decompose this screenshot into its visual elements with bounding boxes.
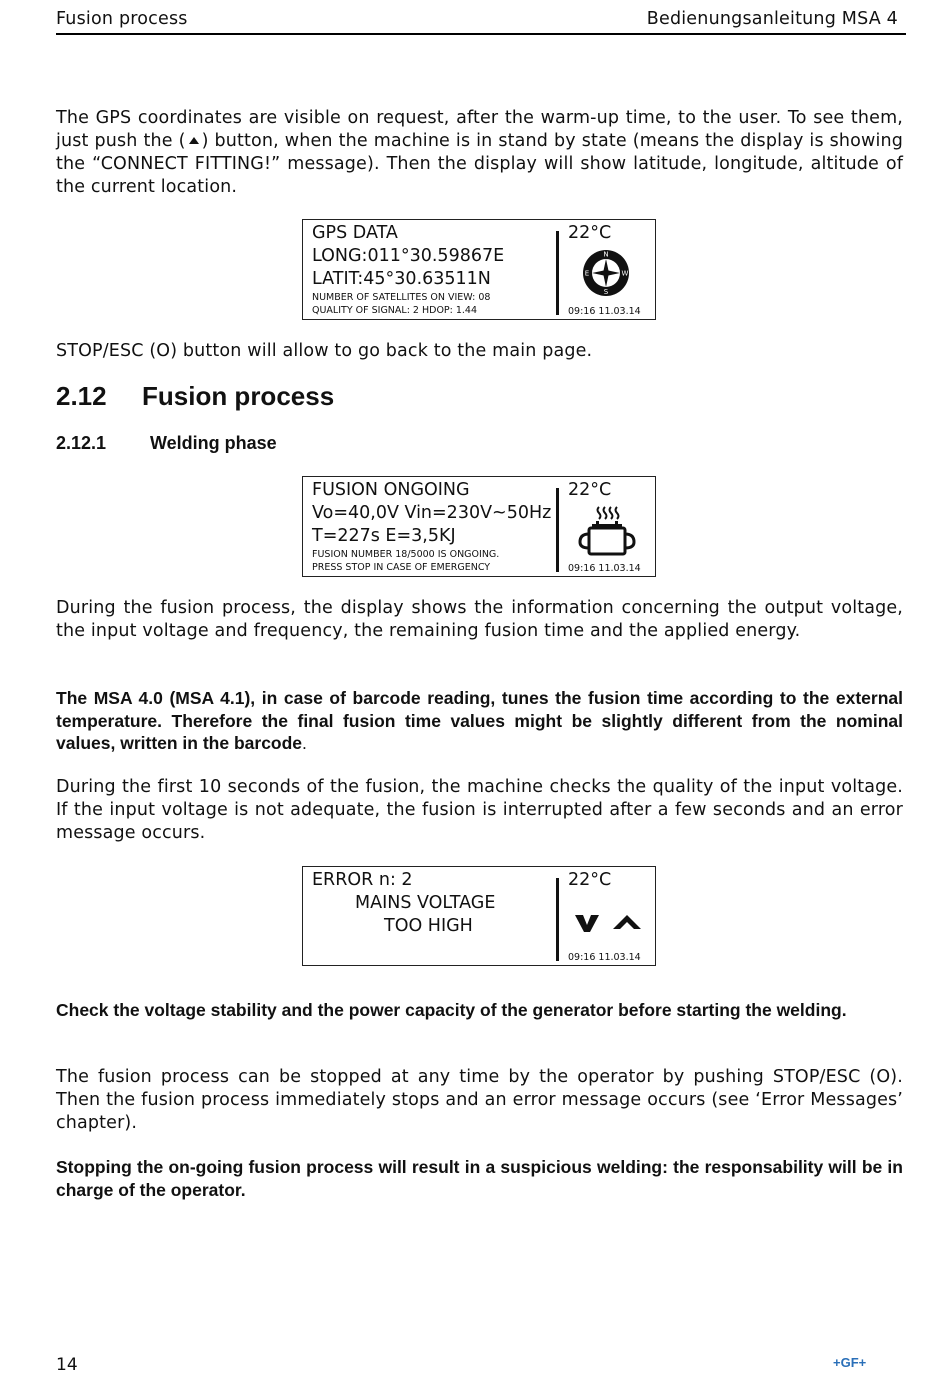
display-fusion-ongoing bbox=[302, 476, 656, 577]
paragraph-suspicious-welding: Stopping the on-going fusion process will result in a suspicious welding: the responsability will be in charge of the operator. bbox=[56, 1157, 903, 1200]
display-voltage: Vo=40,0V Vin=230V~50Hz bbox=[312, 503, 552, 523]
compass-icon bbox=[576, 248, 636, 298]
subsection-title: Welding phase bbox=[150, 433, 277, 453]
page-header bbox=[56, 8, 906, 35]
display-temperature: 22°C bbox=[568, 480, 612, 500]
subsection-number: 2.12.1 bbox=[56, 433, 107, 453]
display-title: GPS DATA bbox=[312, 223, 398, 243]
header-chapter: Fusion process bbox=[56, 9, 188, 29]
section-title: Fusion process bbox=[142, 381, 335, 411]
display-signal-quality: QUALITY OF SIGNAL: 2 HDOP: 1.44 bbox=[312, 305, 478, 316]
display-error-line-3: TOO HIGH bbox=[384, 916, 473, 936]
gf-logo: +GF+ bbox=[833, 1355, 867, 1370]
fusion-heat-icon bbox=[575, 504, 639, 556]
display-error-number: ERROR n: 2 bbox=[312, 870, 413, 890]
paragraph-gps-text-1: The GPS coordinates are visible on request, after the warm-up time, to the user. To see them, just push the ( bbox=[56, 108, 903, 151]
paragraph-first-10-seconds: During the first 10 seconds of the fusion, the machine checks the quality of the input voltage. If the input voltage is not adequate, the fusion is interrupted after a few seconds and an error message occurs. bbox=[56, 777, 903, 843]
display-temperature: 22°C bbox=[568, 870, 612, 890]
display-divider bbox=[556, 231, 559, 315]
section-number: 2.12 bbox=[56, 381, 107, 411]
paragraph-gps bbox=[56, 107, 903, 199]
compass-n: N bbox=[603, 250, 609, 259]
display-emergency-note: PRESS STOP IN CASE OF EMERGENCY bbox=[312, 562, 491, 573]
compass-e: E bbox=[584, 269, 590, 278]
display-time-energy: T=227s E=3,5KJ bbox=[312, 526, 456, 546]
paragraph-gps-text-2: ) button, when the machine is in stand by state (means the display is showing the “CONNECT FITTING!” message). Then the display will show latitude, longitude, altitude of the current location. bbox=[56, 131, 904, 197]
display-latitude: LATIT:45°30.63511N bbox=[312, 269, 491, 289]
subsection-heading bbox=[56, 433, 277, 454]
paragraph-process-stopped: The fusion process can be stopped at any time by the operator by pushing STOP/ESC (O). Then the fusion process immediately stops and an error message occurs (see ‘Error Messages’ chapter). bbox=[56, 1067, 903, 1133]
compass-w: W bbox=[621, 269, 629, 278]
display-timestamp: 09:16 11.03.14 bbox=[568, 306, 641, 317]
paragraph-msa-barcode bbox=[56, 687, 903, 755]
display-timestamp: 09:16 11.03.14 bbox=[568, 563, 641, 574]
paragraph-msa-barcode-end: . bbox=[302, 733, 307, 753]
display-error-line-2: MAINS VOLTAGE bbox=[355, 893, 496, 913]
section-heading bbox=[56, 381, 334, 412]
display-title: FUSION ONGOING bbox=[312, 480, 470, 500]
display-divider bbox=[556, 488, 559, 572]
display-timestamp: 09:16 11.03.14 bbox=[568, 952, 641, 963]
display-temperature: 22°C bbox=[568, 223, 612, 243]
page-number: 14 bbox=[56, 1355, 78, 1375]
arrow-up-down-icon bbox=[573, 911, 643, 935]
display-gps-data bbox=[302, 219, 656, 320]
display-satellites: NUMBER OF SATELLITES ON VIEW: 08 bbox=[312, 292, 491, 303]
compass-s: S bbox=[603, 288, 609, 296]
paragraph-stop-esc: STOP/ESC (O) button will allow to go back to the main page. bbox=[56, 341, 593, 361]
arrow-up-icon bbox=[189, 137, 199, 144]
display-divider bbox=[556, 878, 559, 961]
paragraph-during-fusion: During the fusion process, the display shows the information concerning the output voltage, the input voltage and frequency, the remaining fusion time and the applied energy. bbox=[56, 598, 903, 641]
display-error bbox=[302, 866, 656, 966]
header-manual-title: Bedienungsanleitung MSA 4 bbox=[646, 9, 898, 29]
display-fusion-number: FUSION NUMBER 18/5000 IS ONGOING. bbox=[312, 549, 500, 560]
display-longitude: LONG:011°30.59867E bbox=[312, 246, 505, 266]
paragraph-msa-barcode-text: The MSA 4.0 (MSA 4.1), in case of barcode reading, tunes the fusion time according to the external temperature. Therefore the final fusion time values might be slightly different from the nominal values, written in the barcode bbox=[56, 688, 903, 753]
paragraph-check-voltage: Check the voltage stability and the power capacity of the generator before starting the welding. bbox=[56, 1000, 847, 1020]
